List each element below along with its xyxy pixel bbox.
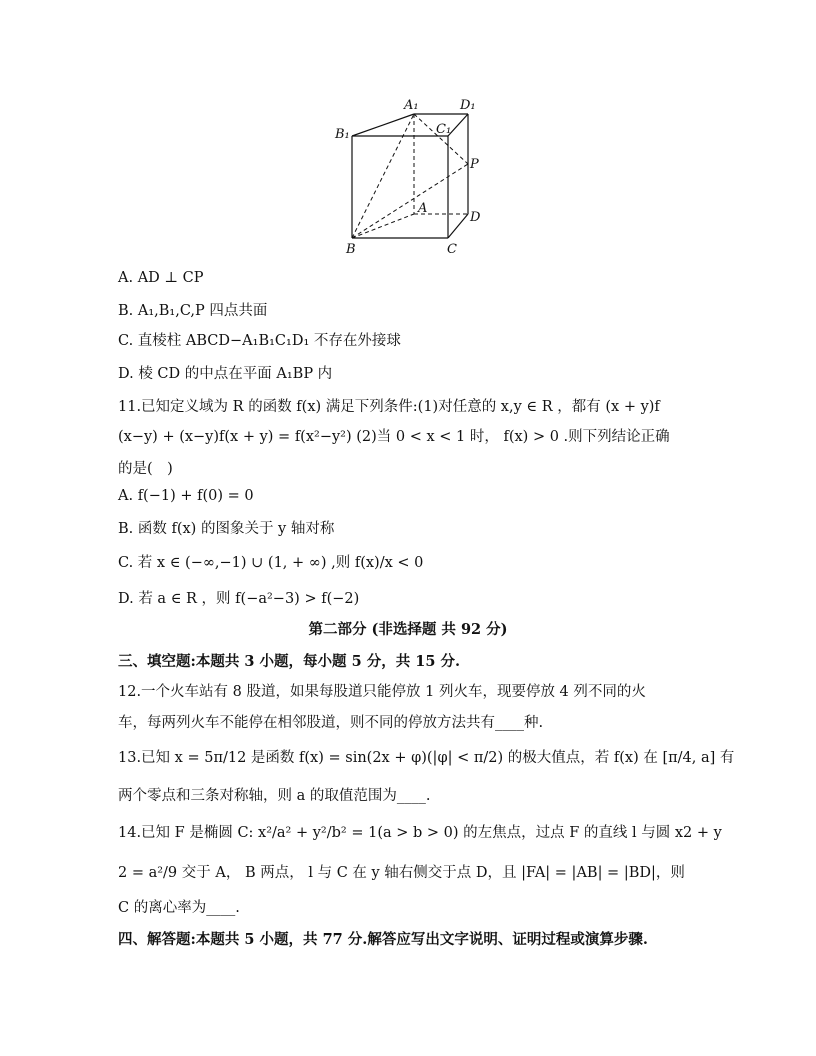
label-D: D bbox=[470, 210, 481, 225]
label-P: P bbox=[470, 157, 479, 172]
q14-line3: C 的离心率为____. bbox=[118, 900, 240, 916]
part2-title: 第二部分 (非选择题 共 92 分) bbox=[308, 621, 508, 638]
q10-option-c: C. 直棱柱 ABCD−A₁B₁C₁D₁ 不存在外接球 bbox=[118, 333, 401, 349]
q13-line2: 两个零点和三条对称轴，则 a 的取值范围为____. bbox=[118, 788, 431, 804]
label-B1: B₁ bbox=[335, 127, 350, 142]
q14-line2: 2 = a²/9 交于 A， B 两点， l 与 C 在 y 轴右侧交于点 D，且 |FA| = |AB| = |BD|，则 bbox=[118, 865, 685, 881]
q12-line1: 12.一个火车站有 8 股道，如果每股道只能停放 1 列火车，现要停放 4 列不同的火 bbox=[118, 684, 646, 700]
q11-stem-line1: 11.已知定义域为 R 的函数 f(x) 满足下列条件:(1)对任意的 x,y ∈ R ，都有 (x + y)f bbox=[118, 399, 660, 415]
q10-option-d: D. 棱 CD 的中点在平面 A₁BP 内 bbox=[118, 366, 333, 382]
section4-title: 四、解答题:本题共 5 小题，共 77 分.解答应写出文字说明、证明过程或演算步骤. bbox=[118, 931, 648, 948]
q11-option-b: B. 函数 f(x) 的图象关于 y 轴对称 bbox=[118, 521, 335, 537]
q11-option-a: A. f(−1) + f(0) = 0 bbox=[118, 488, 254, 504]
q11-stem-line3: 的是( ) bbox=[118, 461, 173, 477]
section3-title: 三、填空题:本题共 3 小题，每小题 5 分，共 15 分. bbox=[118, 653, 461, 670]
q13-line1: 13.已知 x = 5π/12 是函数 f(x) = sin(2x + φ)(|φ| < π/2) 的极大值点，若 f(x) 在 [π/4, a] 有 bbox=[118, 750, 735, 766]
q10-option-a: A. AD ⊥ CP bbox=[118, 270, 204, 286]
q11-option-d: D. 若 a ∈ R ，则 f(−a²−3) > f(−2) bbox=[118, 591, 360, 607]
prism-diagram bbox=[330, 94, 490, 260]
label-D1: D₁ bbox=[460, 98, 476, 113]
q10-option-b: B. A₁,B₁,C,P 四点共面 bbox=[118, 303, 268, 319]
label-C: C bbox=[447, 242, 457, 257]
label-C1: C₁ bbox=[436, 122, 452, 137]
q11-option-c: C. 若 x ∈ (−∞,−1) ∪ (1, + ∞) ,则 f(x)/x < 0 bbox=[118, 555, 424, 571]
q14-line1: 14.已知 F 是椭圆 C: x²/a² + y²/b² = 1(a > b > 0) 的左焦点，过点 F 的直线 l 与圆 x2 + y bbox=[118, 825, 722, 841]
label-A: A bbox=[418, 201, 428, 216]
q12-line2: 车，每两列火车不能停在相邻股道，则不同的停放方法共有____种. bbox=[118, 715, 544, 731]
label-A1: A₁ bbox=[404, 98, 419, 113]
prism-figure bbox=[330, 94, 490, 260]
label-B: B bbox=[346, 242, 356, 257]
q11-stem-line2: (x−y) + (x−y)f(x + y) = f(x²−y²) (2)当 0 < x < 1 时， f(x) > 0 .则下列结论正确 bbox=[118, 429, 670, 445]
